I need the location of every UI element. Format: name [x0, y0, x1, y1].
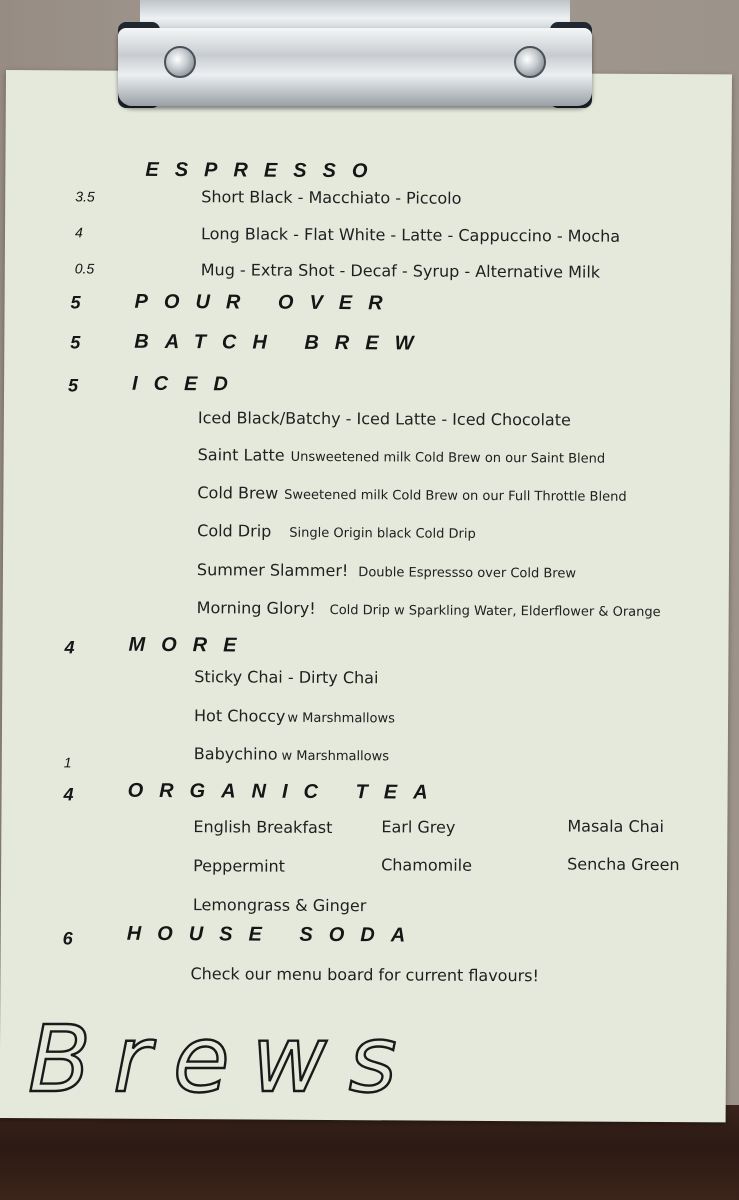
house-soda-heading: HOUSE SODA — [126, 922, 422, 947]
espresso-row-2: Long Black - Flat White - Latte - Cappuccino - Mocha — [200, 224, 621, 246]
more-item-babychino: Babychino w Marshmallows — [193, 744, 390, 765]
espresso-price-2: 4 — [74, 224, 83, 241]
espresso-price-1: 3.5 — [75, 188, 95, 205]
more-price: 4 — [64, 637, 75, 658]
espresso-row-1: Short Black - Macchiato - Piccolo — [201, 187, 462, 208]
organic-tea-heading: ORGANIC TEA — [127, 779, 444, 804]
menu-sheet — [0, 70, 732, 1122]
tea-peppermint: Peppermint — [193, 856, 286, 876]
pour-over-heading: POUR OVER — [134, 290, 399, 315]
babychino-price: 1 — [63, 754, 72, 771]
iced-item-saint-latte: Saint Latte Unsweetened milk Cold Brew on our Saint Blend — [197, 445, 606, 467]
pour-over-price: 5 — [70, 292, 81, 313]
batch-brew-heading: BATCH BREW — [134, 330, 430, 355]
iced-price: 5 — [68, 375, 79, 396]
more-item-hot-choccy: Hot Choccy w Marshmallows — [194, 706, 395, 727]
tea-lemongrass-ginger: Lemongrass & Ginger — [192, 895, 367, 916]
tea-english-breakfast: English Breakfast — [193, 817, 333, 838]
tea-masala-chai: Masala Chai — [567, 816, 665, 837]
house-soda-price: 6 — [62, 928, 73, 949]
espresso-heading: ESPRESSO — [145, 158, 384, 183]
tea-earl-grey: Earl Grey — [381, 817, 456, 837]
iced-item-cold-drip: Cold Drip Single Origin black Cold Drip — [197, 521, 476, 542]
iced-item-summer-slammer: Summer Slammer! Double Espressso over Cold Brew — [196, 560, 577, 582]
brand-logo: Brews — [28, 1006, 419, 1113]
iced-item-morning-glory: Morning Glory! Cold Drip w Sparkling Water, Elderflower & Orange — [196, 598, 661, 621]
tea-sencha-green: Sencha Green — [567, 854, 680, 875]
tea-chamomile: Chamomile — [381, 855, 473, 875]
iced-item-cold-brew: Cold Brew Sweetened milk Cold Brew on our Full Throttle Blend — [197, 483, 627, 505]
rivet-icon — [164, 46, 196, 78]
espresso-row-3: Mug - Extra Shot - Decaf - Syrup - Alternative Milk — [200, 260, 601, 282]
iced-heading: ICED — [132, 372, 244, 396]
iced-item-1: Iced Black/Batchy - Iced Latte - Iced Chocolate — [197, 408, 571, 430]
organic-tea-price: 4 — [63, 784, 74, 805]
more-heading: MORE — [128, 633, 253, 657]
espresso-price-3: 0.5 — [74, 260, 95, 277]
clipboard-clip — [118, 0, 592, 108]
more-item-chai: Sticky Chai - Dirty Chai — [194, 667, 379, 688]
house-soda-note: Check our menu board for current flavours! — [190, 964, 540, 986]
rivet-icon — [514, 46, 546, 78]
batch-brew-price: 5 — [70, 332, 81, 353]
